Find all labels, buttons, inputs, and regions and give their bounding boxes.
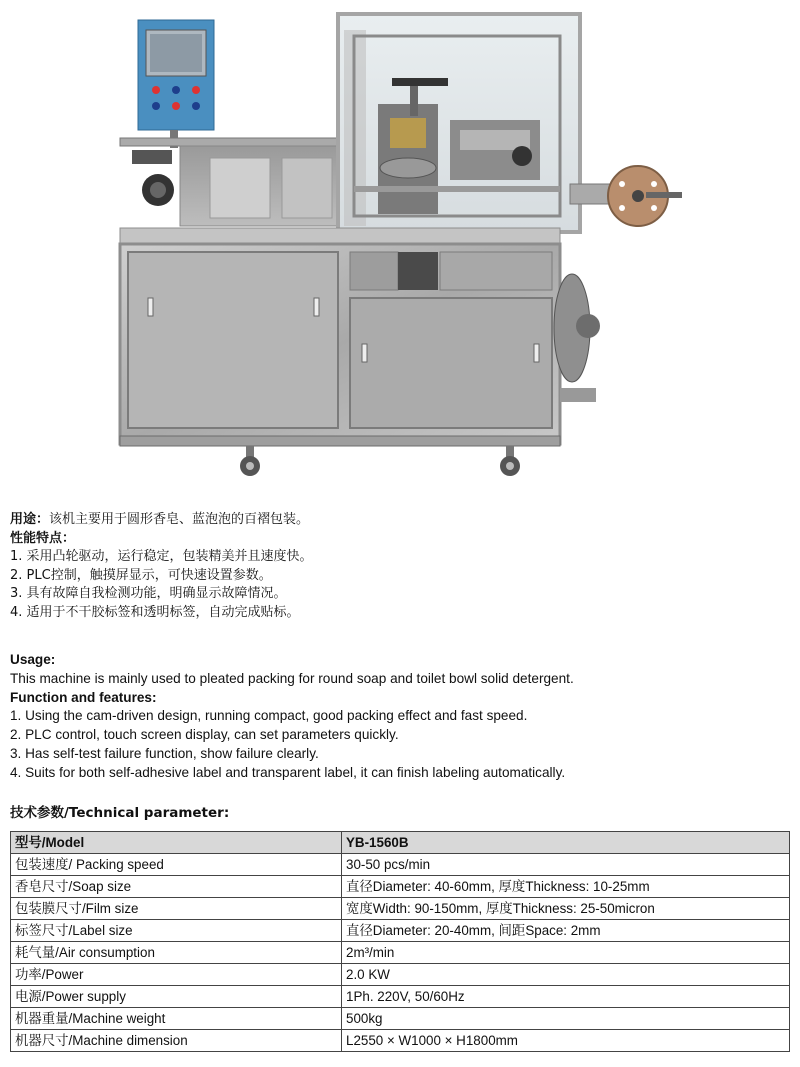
en-feature-item: 2. PLC control, touch screen display, can set parameters quickly.: [10, 727, 399, 743]
cn-feature-item: 4. 适用于不干胶标签和透明标签，自动完成贴标。: [10, 604, 300, 620]
table-row: [11, 920, 790, 942]
table-cell: 机器重量/Machine weight: [11, 1008, 342, 1030]
control-panel: [138, 20, 214, 148]
table-row: [11, 898, 790, 920]
cn-feature-item: 3. 具有故障自我检测功能，明确显示故障情况。: [10, 586, 287, 602]
cn-features-heading: 性能特点：: [10, 530, 76, 546]
cn-usage-line: [10, 511, 313, 530]
spec-title: 技术参数/Technical parameter:: [10, 805, 230, 821]
table-row: [11, 1030, 790, 1052]
table-cell: L2550 × W1000 × H1800mm: [342, 1030, 790, 1052]
table-cell: 1Ph. 220V, 50/60Hz: [342, 986, 790, 1008]
table-header-row: [11, 832, 790, 854]
table-row: [11, 986, 790, 1008]
table-cell: 香皂尺寸/Soap size: [11, 876, 342, 898]
en-usage-text: This machine is mainly used to pleated packing for round soap and toilet bowl solid detergent.: [10, 670, 574, 686]
table-row: [11, 1008, 790, 1030]
cn-feature-item: 2. PLC控制，触摸屏显示，可快速设置参数。: [10, 567, 272, 583]
table-cell: 包装膜尺寸/Film size: [11, 898, 342, 920]
en-feature-item: 1. Using the cam-driven design, running compact, good packing effect and fast speed.: [10, 708, 528, 724]
table-row: [11, 942, 790, 964]
table-row: [11, 876, 790, 898]
table-cell: 耗气量/Air consumption: [11, 942, 342, 964]
table-header-cell: YB-1560B: [342, 832, 790, 854]
en-features-heading: Function and features:: [10, 689, 157, 705]
table-cell: 包装速度/ Packing speed: [11, 854, 342, 876]
table-cell: 机器尺寸/Machine dimension: [11, 1030, 342, 1052]
en-feature-item: 4. Suits for both self-adhesive label and transparent label, it can finish labeling automatically.: [10, 764, 566, 780]
table-cell: 500kg: [342, 1008, 790, 1030]
table-cell: 标签尺寸/Label size: [11, 920, 342, 942]
table-cell: 功率/Power: [11, 964, 342, 986]
en-feature-item: 3. Has self-test failure function, show failure clearly.: [10, 745, 319, 761]
table-row: [11, 854, 790, 876]
en-description: [10, 651, 574, 783]
table-cell: 电源/Power supply: [11, 986, 342, 1008]
spec-table: [10, 831, 790, 1052]
table-header-cell: 型号/Model: [11, 832, 342, 854]
table-cell: 直径Diameter: 20-40mm, 间距Space: 2mm: [342, 920, 790, 942]
table-cell: 30-50 pcs/min: [342, 854, 790, 876]
table-cell: 2m³/min: [342, 942, 790, 964]
cn-usage-text: 该机主要用于圆形香皂、蓝泡泡的百褶包装。: [49, 512, 310, 527]
machine-photo: [110, 8, 690, 486]
en-usage-heading: Usage:: [10, 652, 56, 667]
table-row: [11, 964, 790, 986]
table-cell: 2.0 KW: [342, 964, 790, 986]
table-cell: 宽度Width: 90-150mm, 厚度Thickness: 25-50micron: [342, 898, 790, 920]
table-cell: 直径Diameter: 40-60mm, 厚度Thickness: 10-25mm: [342, 876, 790, 898]
cn-usage-heading: 用途：: [10, 512, 50, 527]
cn-description: [10, 511, 313, 623]
cn-feature-item: 1. 采用凸轮驱动，运行稳定，包装精美并且速度快。: [10, 549, 313, 565]
